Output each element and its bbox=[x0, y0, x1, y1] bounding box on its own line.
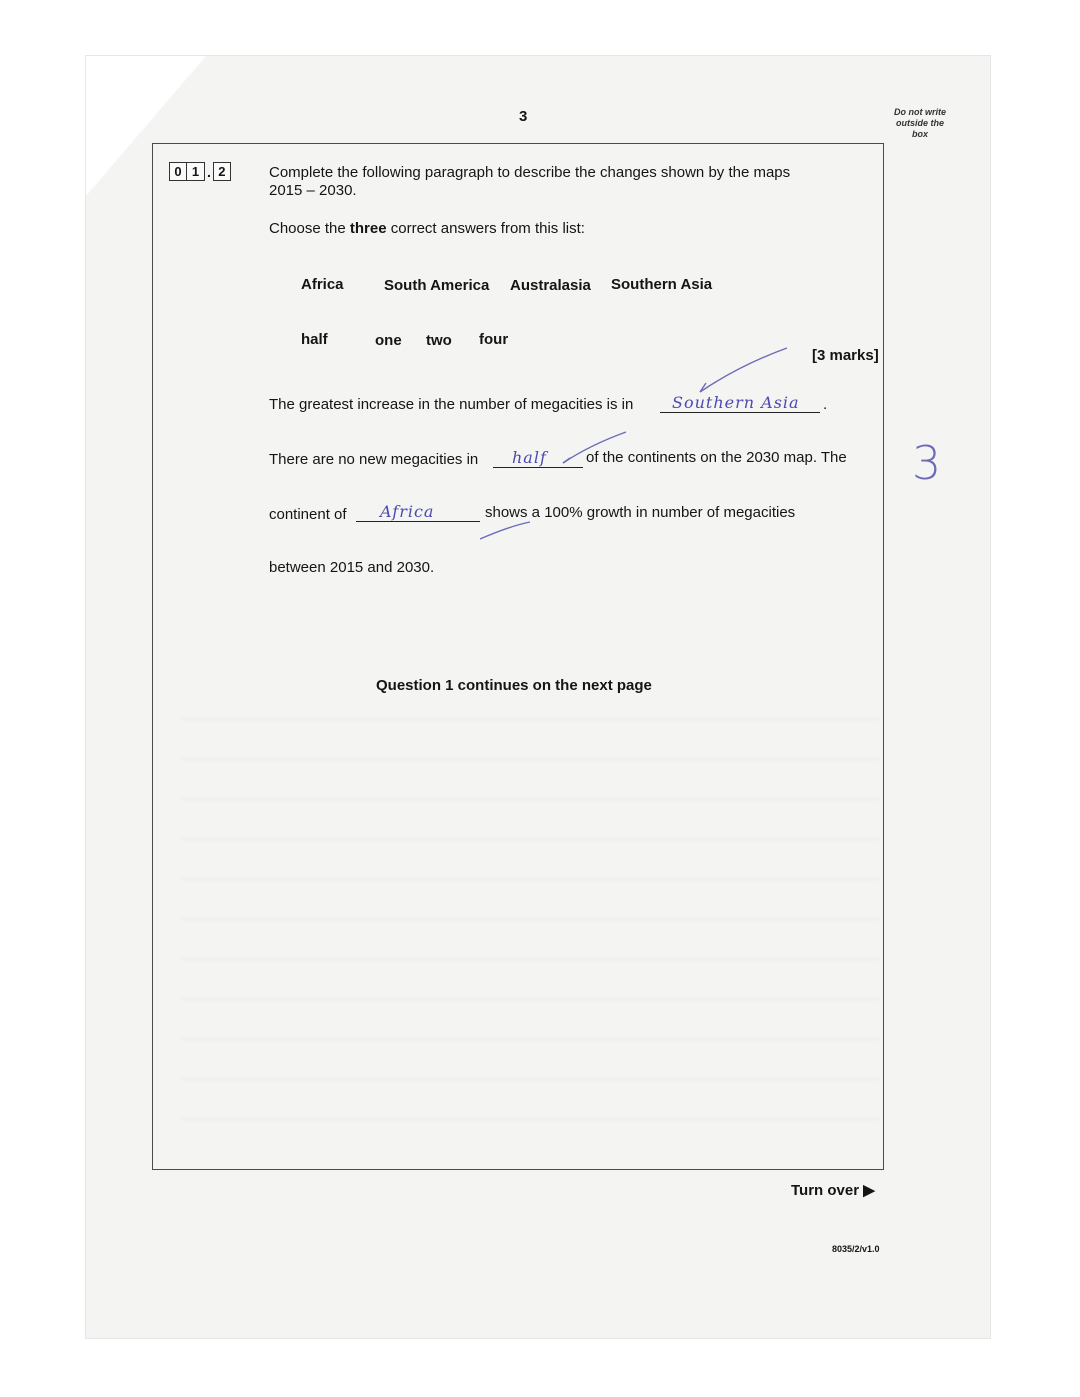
continues-note: Question 1 continues on the next page bbox=[376, 677, 652, 694]
question-digit: 1 bbox=[187, 162, 205, 181]
margin-note: Do not write outside the box bbox=[894, 107, 946, 139]
tick-mark-3 bbox=[480, 522, 530, 539]
paragraph-line-2-end: of the continents on the 2030 map. The bbox=[586, 449, 847, 466]
choose-bold: three bbox=[349, 220, 387, 237]
choose-post: correct answers from this list: bbox=[386, 220, 585, 237]
paragraph-line-2: There are no new megacities in bbox=[269, 451, 479, 468]
handwritten-answer-2: half bbox=[512, 448, 547, 467]
paragraph-line-1-end: . bbox=[823, 396, 828, 413]
paragraph-line-4: between 2015 and 2030. bbox=[269, 559, 435, 576]
tick-mark-2-hook bbox=[563, 458, 570, 463]
option-southern-asia: Southern Asia bbox=[611, 276, 713, 293]
option-south-america: South America bbox=[384, 277, 490, 294]
paragraph-line-1: The greatest increase in the number of megacities is in bbox=[269, 396, 634, 413]
option-two: two bbox=[426, 332, 452, 349]
page-number: 3 bbox=[519, 108, 528, 125]
tick-mark-2 bbox=[563, 432, 626, 463]
option-half: half bbox=[301, 331, 328, 348]
option-australasia: Australasia bbox=[510, 277, 591, 294]
choose-pre: Choose the bbox=[269, 220, 350, 237]
option-one: one bbox=[375, 332, 402, 349]
paragraph-line-3-end: shows a 100% growth in number of megacities bbox=[485, 504, 796, 521]
paper-code: 8035/2/v1.0 bbox=[832, 1244, 880, 1254]
option-africa: Africa bbox=[301, 276, 344, 293]
handwritten-answer-3: Africa bbox=[380, 502, 435, 521]
examiner-score: 3 bbox=[912, 436, 943, 490]
handwritten-answer-1: Southern Asia bbox=[672, 393, 800, 412]
question-separator: . bbox=[207, 163, 211, 180]
option-four: four bbox=[479, 331, 509, 348]
question-digit: 2 bbox=[213, 162, 231, 181]
prompt-line-2: 2015 – 2030. bbox=[269, 182, 357, 199]
prompt-line-1: Complete the following paragraph to describe the changes shown by the maps bbox=[269, 164, 791, 181]
marks-label: [3 marks] bbox=[812, 347, 879, 364]
tick-mark-1 bbox=[700, 348, 787, 392]
turn-over: Turn over ▶ bbox=[791, 1182, 875, 1199]
paragraph-line-3: continent of bbox=[269, 506, 347, 523]
question-digit: 0 bbox=[169, 162, 187, 181]
